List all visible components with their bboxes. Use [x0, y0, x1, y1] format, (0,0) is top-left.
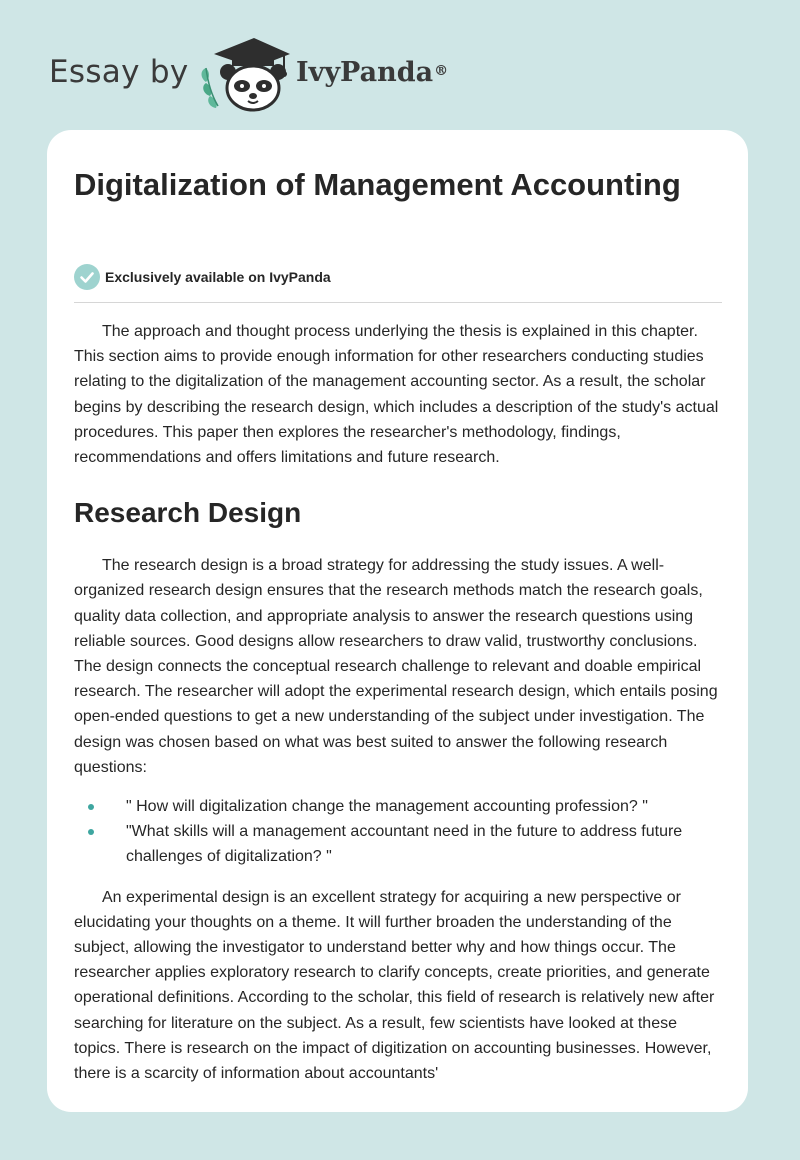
- essay-by-label: Essay by: [49, 54, 189, 90]
- exclusive-badge: [74, 264, 331, 290]
- research-design-paragraph: The research design is a broad strategy for addressing the study issues. A well-organized research design ensures that the research methods match the research goals, quality data collection, and appropriate analysis to answer the research questions using reliable sources. Good designs allow researchers to draw valid, trustworthy conclusions. The design connects the conceptual research challenge to relevant and doable empirical research. The researcher will adopt the experimental research design, which entails posing open-ended questions to get a new understanding of the subject under investigation. The design was chosen based on what was best suited to answer the following research questions:: [74, 557, 718, 776]
- check-circle-icon: [74, 264, 100, 290]
- intro-paragraph: The approach and thought process underlying the thesis is explained in this chapter. This section aims to provide enough information for other researchers conducting studies relating to the digitalization of the management accounting sector. As a result, the scholar begins by describing the research design, which includes a description of the study's actual procedures. This paper then explores the researcher's methodology, findings, recommendations and offers limitations and future research.: [74, 323, 719, 467]
- essay-card: [47, 130, 748, 1112]
- panda-graduate-icon[interactable]: [196, 34, 292, 112]
- list-item: [74, 794, 726, 819]
- list-item: [74, 819, 726, 869]
- bullet-dot-icon: [88, 829, 94, 835]
- site-header: [0, 0, 800, 130]
- research-questions-list: [74, 794, 726, 870]
- registered-mark: ®: [434, 63, 449, 79]
- exclusive-badge-label: Exclusively available on IvyPanda: [105, 269, 331, 285]
- brand-name-text: IvyPanda: [296, 57, 434, 88]
- brand-name[interactable]: [296, 54, 448, 92]
- essay-title: Digitalization of Management Accounting: [74, 167, 681, 202]
- essay-body: [74, 319, 726, 1086]
- section-heading: Research Design: [74, 497, 302, 529]
- bullet-dot-icon: [88, 804, 94, 810]
- title-divider: [74, 302, 722, 303]
- question-text: " How will digitalization change the management accounting profession? ": [126, 798, 648, 816]
- experimental-design-paragraph: An experimental design is an excellent strategy for acquiring a new perspective or elucidating your thoughts on a theme. It will further broaden the understanding of the subject, allowing the investigator to understand better why and how things occur. The researcher applies exploratory research to clarify concepts, create priorities, and generate operational definitions. According to the scholar, this field of research is relatively new after searching for literature on the subject. As a result, few scientists have looked at these topics. There is research on the impact of digitization on accounting businesses. However, there is a scarcity of information about accountants': [74, 888, 715, 1083]
- question-text: "What skills will a management accountant need in the future to address future challenges of digitalization? ": [126, 823, 683, 866]
